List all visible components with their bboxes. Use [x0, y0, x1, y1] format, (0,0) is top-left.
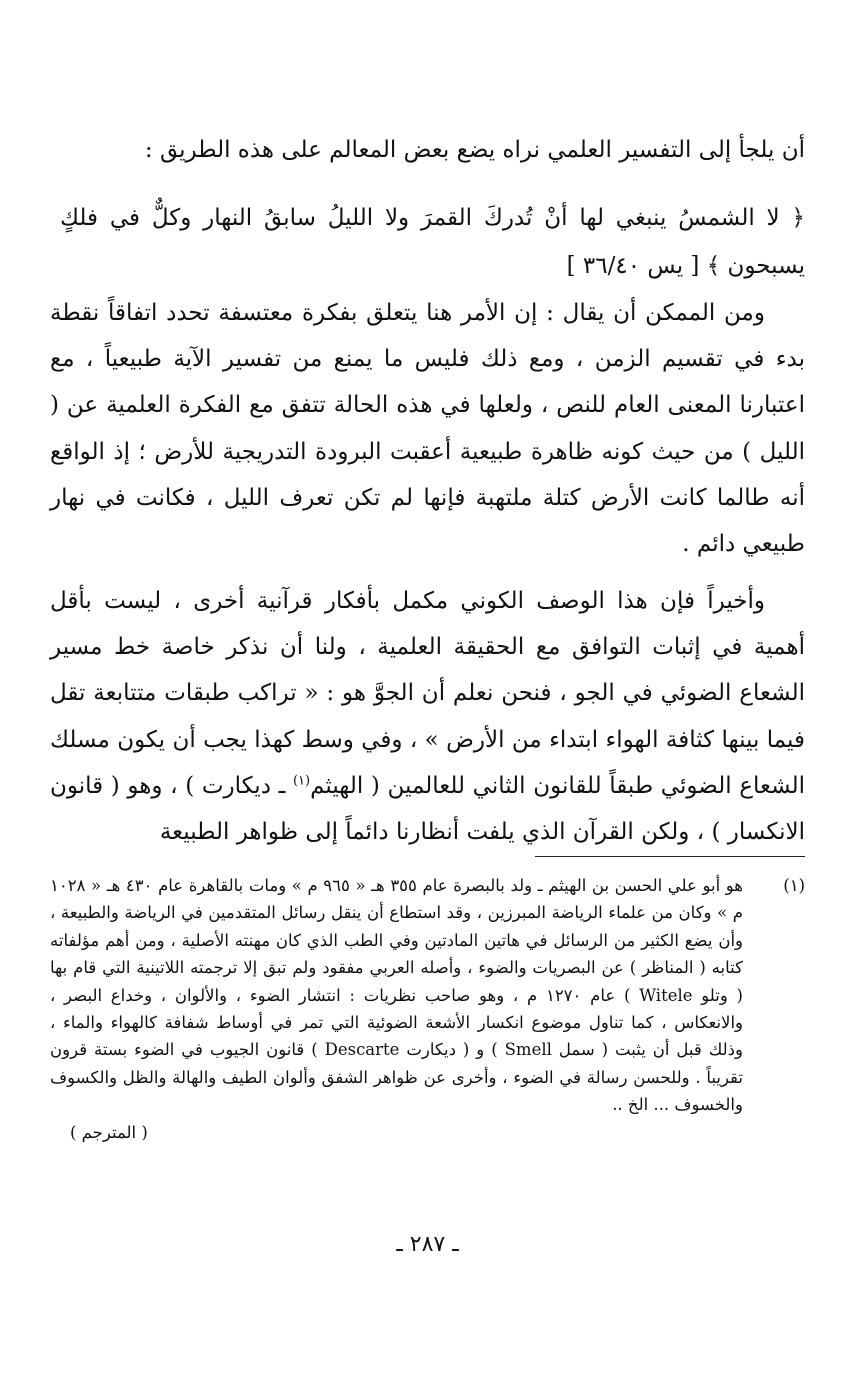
page-number: ـ ٢٨٧ ـ: [396, 1232, 459, 1257]
footnote-reference: (١): [292, 773, 311, 789]
quran-verse: [60, 194, 805, 290]
paragraph-night: ومن الممكن أن يقال : إن الأمر هنا يتعلق بفكرة معتسفة تحدد اتفاقاً نقطة بدء في تقسيم الزمن ، ومع ذلك فليس ما يمنع من تفسير الآية طبيعياً ، مع اعتبارنا المعنى العام للنص ، ولعلها في هذه الحالة تتفق مع الفكرة العلمية عن ( الليل ) من حيث كونه ظاهرة طبيعية أعقبت البرودة التدريجية للأرض ؛ إذ الواقع أنه طالما كانت الأرض كتلة ملتهبة فإنها لم تكن تعرف الليل ، فكانت في نهار طبيعي دائم .: [50, 300, 805, 558]
paragraph-text-end: ـ ديكارت ) ، وهو ( قانون الانكسار ) ، ولكن القرآن الذي يلفت أنظارنا دائماً إلى ظواهر الطبيعة: [50, 772, 805, 846]
footnote-body: [50, 872, 743, 1146]
paragraph-light-refraction: [50, 578, 805, 855]
footnote-marker: (١): [783, 876, 805, 895]
intro-line: أن يلجأ إلى التفسير العلمي نراه يضع بعض المعالم على هذه الطريق :: [144, 137, 805, 163]
paragraph-text-start: وأخيراً فإن هذا الوصف الكوني مكمل بأفكار قرآنية أخرى ، ليست بأقل أهمية في إثبات التوافق مع الحقيقة العلمية ، ولنا أن نذكر خاصة خط مسير الشعاع الضوئي في الجو ، فنحن نعلم أن الجوَّ هو : « تراكب طبقات متتابعة تقل فيما بينها كثافة الهواء ابتداء من الأرض » ، وفي وسط كهذا يجب أن يكون مسلك الشعاع الضوئي طبقاً للقانون الثاني للعالمين ( الهيثم: [50, 588, 805, 799]
verse-text: ﴿ لا الشمسُ ينبغي لها أنْ تُدركَ القمرَ ولا الليلُ سابقُ النهار وكلٌّ في فلكٍ يسبحون ﴾: [60, 205, 805, 279]
footnote-signature: ( المترجم ): [70, 1122, 148, 1142]
footnote-text: هو أبو علي الحسن بن الهيثم ـ ولد بالبصرة عام ٣٥٥ هـ « ٩٦٥ م » ومات بالقاهرة عام ٤٣٠ هـ « ١٠٢٨ م » وكان من علماء الرياضة المبرزين ، وقد استطاع أن ينقل رسائل المتقدمين في الرياضة والطبيعة ، وأن يضع الكثير من الرسائل في هاتين المادتين وفي الطب الذي كان مهنته الأصلية ، ومن أهم مؤلفاته كتابه ( المناظر ) عن البصريات والضوء ، وأصله العربي مفقود ولم تبق إلا ترجمته اللاتينية التي قام بها ( وتلو Witele ) عام ١٢٧٠ م ، وهو صاحب نظريات : انتشار الضوء ، والألوان ، وخداع البصر ، والانعكاس ، كما تناول موضوع انكسار الأشعة الضوئية التي تمر في أوساط شفافة كالهواء والماء ، وذلك قبل أن يثبت ( سمل Smell ) و ( ديكارت Descarte ) قانون الجيوب في الضوء بستة قرون تقريباً . وللحسن رسالة في الضوء ، وأخرى عن ظواهر الشفق وألوان الطيف والهالة والظل والكسوف والخسوف ... الخ ..: [50, 876, 743, 1115]
footnote-divider: [535, 856, 805, 857]
footnote: [50, 872, 805, 1146]
verse-reference: [ يس ٣٦/٤٠ ]: [566, 253, 700, 279]
